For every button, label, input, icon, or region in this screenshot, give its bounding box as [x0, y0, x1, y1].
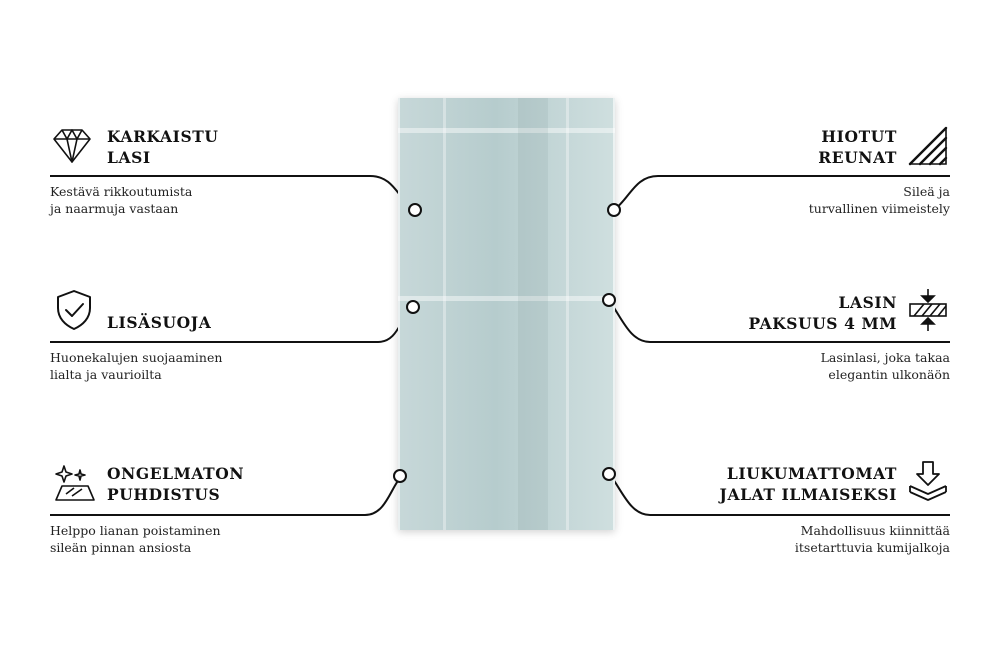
feature-extra-protection-desc [50, 349, 350, 383]
connector-dot-1 [409, 204, 421, 216]
feature-easy-cleaning [107, 463, 407, 505]
feature-description: Lasinlasi, joka takaa elegantin ulkonäön [820, 350, 950, 382]
feature-tempered-glass [107, 126, 407, 168]
feature-polished-edges [597, 126, 897, 168]
arrow-down-layers-icon [906, 460, 950, 504]
feature-description: Mahdollisuus kiinnittää itsetarttuvia kumijalkoja [794, 523, 950, 555]
sparkle-surface-icon [52, 462, 96, 506]
feature-description: Kestävä rikkoutumista ja naarmuja vastaan [50, 184, 193, 216]
feature-extra-protection [107, 312, 407, 333]
feature-tempered-glass-desc [50, 183, 350, 217]
feature-easy-cleaning-desc [50, 522, 350, 556]
feature-non-slip-feet [597, 463, 897, 505]
diamond-icon [50, 124, 94, 168]
feature-title: LIUKUMATTOMAT JALAT ILMAISEKSI [719, 464, 897, 504]
feature-title: LISÄSUOJA [107, 313, 212, 332]
hatched-edge-icon [906, 124, 950, 168]
feature-non-slip-feet-desc [650, 522, 950, 556]
feature-description: Helppo lianan poistaminen sileän pinnan ansiosta [50, 523, 221, 555]
feature-description: Sileä ja turvallinen viimeistely [808, 184, 950, 216]
feature-glass-thickness [597, 292, 897, 334]
feature-title: ONGELMATON PUHDISTUS [107, 464, 245, 504]
shield-check-icon [52, 288, 96, 332]
connector-dot-2 [407, 301, 419, 313]
feature-description: Huonekalujen suojaaminen lialta ja vaurioilta [50, 350, 223, 382]
feature-polished-edges-desc [650, 183, 950, 217]
feature-title: HIOTUT REUNAT [818, 127, 897, 167]
connector-dot-4 [608, 204, 620, 216]
feature-glass-thickness-desc [650, 349, 950, 383]
feature-title: LASIN PAKSUUS 4 MM [748, 293, 897, 333]
feature-title: KARKAISTU LASI [107, 127, 219, 167]
thickness-arrows-icon [906, 288, 950, 332]
